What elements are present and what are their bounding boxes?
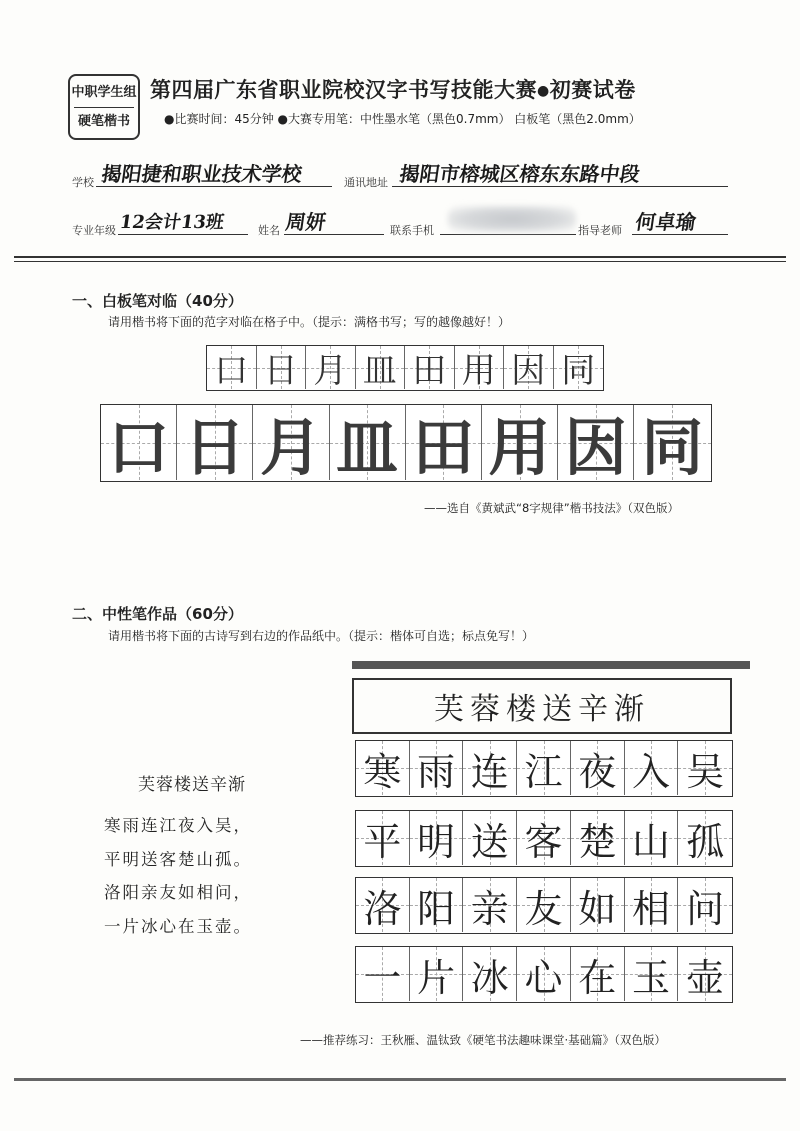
address-value: 揭阳市榕城区榕东东路中段 bbox=[398, 162, 642, 186]
work-cell[interactable] bbox=[356, 741, 410, 795]
work-cell[interactable] bbox=[517, 811, 571, 865]
work-char: 心 bbox=[524, 955, 563, 1000]
model-char-cell bbox=[504, 346, 554, 389]
model-char-cell bbox=[455, 346, 505, 389]
name-field[interactable] bbox=[284, 204, 384, 235]
model-char-cell bbox=[356, 346, 406, 389]
copy-char: 同 bbox=[641, 411, 704, 484]
work-cell[interactable] bbox=[517, 947, 571, 1001]
copy-char-cell[interactable] bbox=[101, 405, 177, 484]
major-field[interactable] bbox=[118, 204, 248, 235]
work-char: 楚 bbox=[578, 819, 617, 864]
work-char: 友 bbox=[524, 886, 563, 931]
poem-line: 一片冰心在玉壶。 bbox=[104, 917, 252, 936]
work-char: 客 bbox=[524, 819, 563, 864]
model-char-cell bbox=[554, 346, 604, 389]
work-char: 连 bbox=[470, 749, 509, 794]
copy-char: 用 bbox=[488, 411, 551, 484]
model-char: 日 bbox=[263, 351, 298, 391]
work-char: 孤 bbox=[686, 819, 725, 864]
work-char: 亲 bbox=[470, 886, 509, 931]
work-row[interactable] bbox=[355, 810, 733, 867]
exam-title-main: 第四届广东省职业院校汉字书写技能大赛 bbox=[150, 78, 537, 102]
copy-char-cell[interactable] bbox=[634, 405, 710, 484]
work-char: 夜 bbox=[578, 749, 617, 794]
poem-title: 芙蓉楼送辛渐 bbox=[138, 775, 246, 795]
work-char: 壶 bbox=[686, 955, 725, 1000]
school-field[interactable] bbox=[96, 156, 332, 187]
work-char: 阳 bbox=[417, 886, 456, 931]
name-label: 姓名 bbox=[258, 224, 280, 237]
work-cell[interactable] bbox=[571, 947, 625, 1001]
model-char-grid bbox=[206, 345, 604, 391]
work-paper-bar bbox=[352, 661, 750, 669]
header-divider bbox=[14, 256, 786, 262]
model-char-cell bbox=[257, 346, 307, 389]
work-char: 雨 bbox=[417, 749, 456, 794]
work-cell[interactable] bbox=[678, 741, 732, 795]
copy-char-cell[interactable] bbox=[253, 405, 329, 484]
work-char: 明 bbox=[417, 819, 456, 864]
work-cell[interactable] bbox=[571, 811, 625, 865]
poem-line: 洛阳亲友如相问， bbox=[104, 883, 252, 902]
section1-source: ——选自《黄斌武“8字规律”楷书技法》（双色版） bbox=[424, 501, 679, 515]
group-badge-divider bbox=[74, 107, 134, 108]
section2-heading: 二、中性笔作品（60分） bbox=[72, 605, 243, 623]
copy-char: 日 bbox=[183, 411, 246, 484]
copy-char: 因 bbox=[564, 411, 627, 484]
copy-char-cell[interactable] bbox=[482, 405, 558, 484]
model-char: 同 bbox=[561, 351, 596, 391]
name-value: 周妍 bbox=[284, 210, 328, 234]
section2-recommend: ——推荐练习：王秋雁、温钛致《硬笔书法趣味课堂·基础篇》（双色版） bbox=[300, 1033, 666, 1047]
work-cell[interactable] bbox=[678, 811, 732, 865]
work-title-box[interactable] bbox=[352, 678, 732, 734]
section2-instruction: 请用楷书将下面的古诗写到右边的作品纸中。（提示：楷体可自选；标点免写！） bbox=[108, 629, 535, 643]
work-cell[interactable] bbox=[517, 741, 571, 795]
major-value: 12会计13班 bbox=[118, 212, 226, 233]
work-row[interactable] bbox=[355, 877, 733, 934]
copy-char-cell[interactable] bbox=[558, 405, 634, 484]
school-label: 学校 bbox=[72, 176, 94, 189]
poem-line: 寒雨连江夜入吴， bbox=[104, 816, 252, 835]
work-row[interactable] bbox=[355, 946, 733, 1003]
copy-char: 口 bbox=[107, 411, 170, 484]
footer-divider bbox=[14, 1078, 786, 1081]
title-dot-icon: ● bbox=[537, 83, 550, 99]
phone-label: 联系手机 bbox=[390, 224, 434, 237]
section1-heading: 一、白板笔对临（40分） bbox=[72, 292, 243, 310]
work-cell[interactable] bbox=[463, 878, 517, 932]
work-cell[interactable] bbox=[410, 741, 464, 795]
work-cell[interactable] bbox=[625, 741, 679, 795]
work-char: 平 bbox=[363, 819, 402, 864]
model-char: 用 bbox=[461, 351, 496, 391]
exam-subtitle: ●比赛时间：45分钟 ●大赛专用笔：中性墨水笔（黑色0.7mm） 白板笔（黑色2.0mm） bbox=[164, 112, 641, 126]
model-char-cell bbox=[207, 346, 257, 389]
work-char: 片 bbox=[417, 955, 456, 1000]
copy-char: 皿 bbox=[336, 411, 399, 484]
work-char: 入 bbox=[631, 749, 670, 794]
section1-instruction: 请用楷书将下面的范字对临在格子中。（提示：满格书写；写的越像越好！） bbox=[108, 315, 511, 329]
model-char: 皿 bbox=[362, 351, 397, 391]
group-badge bbox=[68, 74, 140, 140]
work-cell[interactable] bbox=[356, 878, 410, 932]
model-char: 田 bbox=[412, 351, 447, 391]
work-cell[interactable] bbox=[410, 811, 464, 865]
work-cell[interactable] bbox=[410, 947, 464, 1001]
work-cell[interactable] bbox=[463, 947, 517, 1001]
work-char: 寒 bbox=[363, 749, 402, 794]
work-char: 江 bbox=[524, 749, 563, 794]
school-value: 揭阳捷和职业技术学校 bbox=[100, 162, 304, 186]
work-cell[interactable] bbox=[517, 878, 571, 932]
exam-title-suffix: 初赛试卷 bbox=[549, 78, 636, 102]
copy-char: 月 bbox=[259, 411, 322, 484]
copy-char-cell[interactable] bbox=[330, 405, 406, 484]
model-char-cell bbox=[405, 346, 455, 389]
work-char: 洛 bbox=[363, 886, 402, 931]
model-char: 口 bbox=[214, 351, 249, 391]
model-char: 月 bbox=[313, 351, 348, 391]
work-cell[interactable] bbox=[625, 811, 679, 865]
copy-char-cell[interactable] bbox=[177, 405, 253, 484]
work-char: 冰 bbox=[470, 955, 509, 1000]
address-field[interactable] bbox=[392, 156, 728, 187]
work-cell[interactable] bbox=[571, 741, 625, 795]
copy-char-cell[interactable] bbox=[406, 405, 482, 484]
work-char: 如 bbox=[578, 886, 617, 931]
work-title: 芙蓉楼送辛渐 bbox=[434, 692, 650, 727]
work-char: 山 bbox=[631, 819, 670, 864]
work-cell[interactable] bbox=[463, 811, 517, 865]
work-cell[interactable] bbox=[410, 878, 464, 932]
model-char: 因 bbox=[511, 351, 546, 391]
work-cell[interactable] bbox=[625, 878, 679, 932]
work-cell[interactable] bbox=[678, 878, 732, 932]
phone-redaction bbox=[448, 206, 576, 232]
work-char: 送 bbox=[470, 819, 509, 864]
address-label: 通讯地址 bbox=[344, 176, 388, 189]
work-cell[interactable] bbox=[678, 947, 732, 1001]
copy-char: 田 bbox=[412, 411, 475, 484]
work-char: 问 bbox=[686, 886, 725, 931]
work-row[interactable] bbox=[355, 740, 733, 797]
model-char-cell bbox=[306, 346, 356, 389]
work-cell[interactable] bbox=[356, 947, 410, 1001]
poem-line: 平明送客楚山孤。 bbox=[104, 850, 252, 869]
group-badge-bottom: 硬笔楷书 bbox=[77, 113, 130, 129]
copy-char-grid[interactable] bbox=[100, 404, 712, 482]
work-cell[interactable] bbox=[625, 947, 679, 1001]
work-char: 在 bbox=[578, 955, 617, 1000]
work-cell[interactable] bbox=[463, 741, 517, 795]
teacher-field[interactable] bbox=[632, 204, 728, 235]
work-cell[interactable] bbox=[356, 811, 410, 865]
work-char: 吴 bbox=[686, 749, 725, 794]
major-label: 专业年级 bbox=[72, 224, 116, 237]
work-char: 一 bbox=[363, 955, 402, 1000]
teacher-value: 何卓瑜 bbox=[634, 210, 698, 234]
work-cell[interactable] bbox=[571, 878, 625, 932]
work-char: 相 bbox=[631, 886, 670, 931]
teacher-label: 指导老师 bbox=[578, 224, 622, 237]
group-badge-top: 中职学生组 bbox=[71, 84, 137, 100]
work-char: 玉 bbox=[631, 955, 670, 1000]
exam-title bbox=[150, 74, 636, 104]
